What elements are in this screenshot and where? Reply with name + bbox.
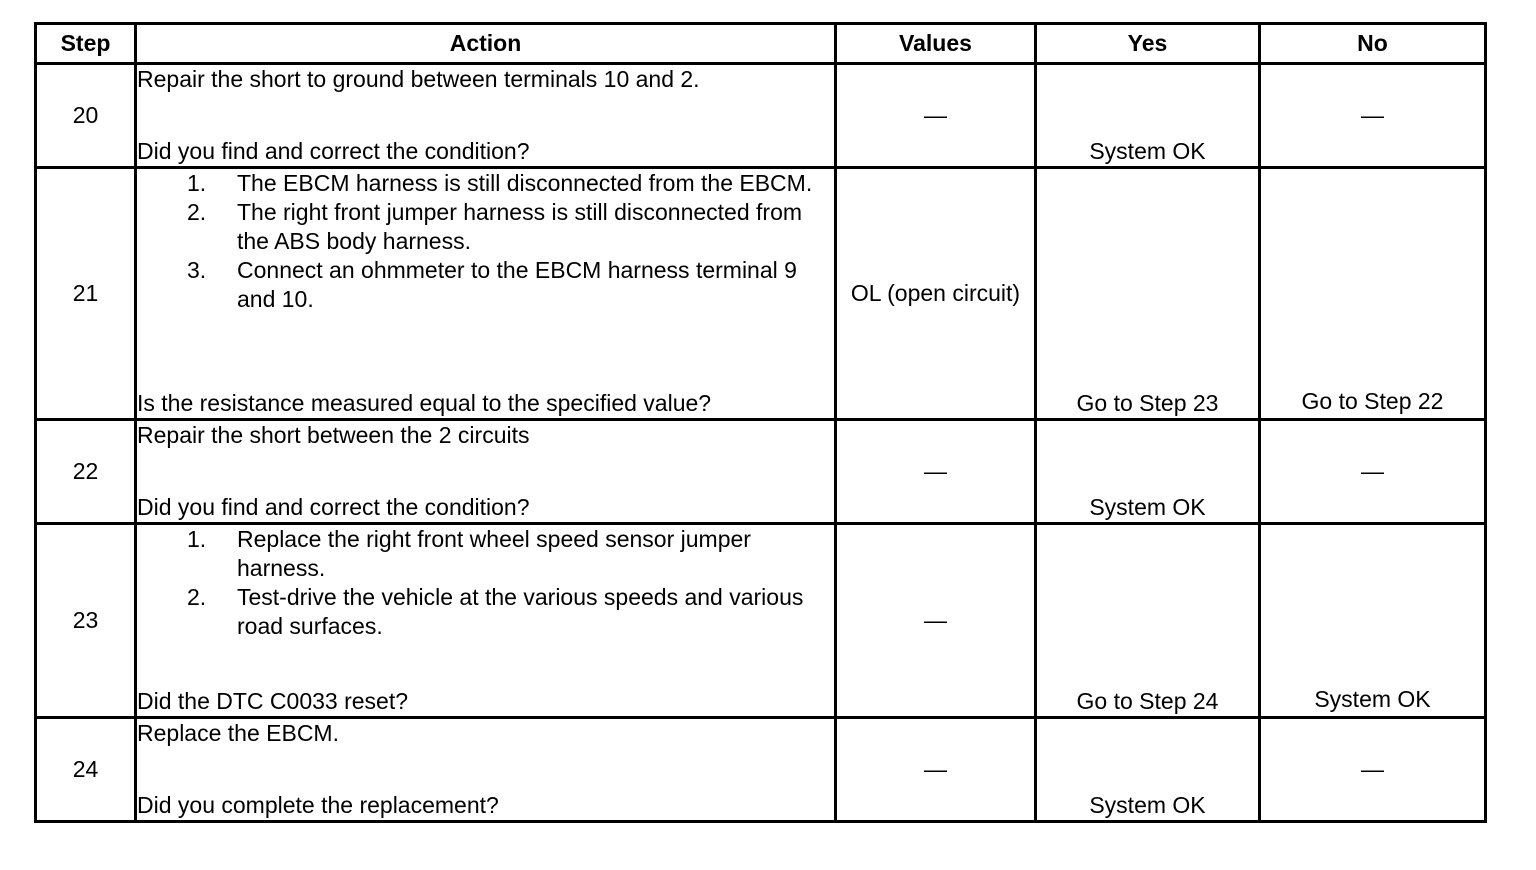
list-item-text: The EBCM harness is still disconnected from the EBCM.	[237, 170, 813, 196]
header-step: Step	[36, 24, 136, 64]
table-row	[36, 420, 1486, 524]
action-question: Did you complete the replacement?	[137, 792, 499, 818]
list-item-text: The right front jumper harness is still disconnected from the ABS body harness.	[237, 199, 803, 254]
action-cell	[136, 718, 836, 822]
action-question: Did the DTC C0033 reset?	[137, 688, 409, 714]
list-item-number: 1.	[187, 526, 207, 552]
list-item-number: 2.	[187, 584, 207, 610]
list-item	[137, 583, 834, 641]
action-cell	[136, 420, 836, 524]
no-cell: —	[1260, 64, 1486, 168]
header-row	[36, 24, 1486, 64]
action-cell	[136, 64, 836, 168]
list-item	[137, 525, 834, 583]
list-item-number: 2.	[187, 199, 207, 225]
header-action: Action	[136, 24, 836, 64]
table-row	[36, 64, 1486, 168]
table-row	[36, 168, 1486, 420]
no-cell: Go to Step 22	[1260, 168, 1486, 420]
action-question: Did you find and correct the condition?	[137, 494, 530, 520]
header-yes: Yes	[1036, 24, 1260, 64]
action-question: Did you find and correct the condition?	[137, 138, 530, 164]
yes-cell: System OK	[1036, 420, 1260, 524]
header-no: No	[1260, 24, 1486, 64]
no-cell: System OK	[1260, 524, 1486, 718]
action-instruction: Repair the short to ground between terminals 10 and 2.	[137, 66, 700, 92]
value-cell: —	[836, 524, 1036, 718]
yes-cell: System OK	[1036, 718, 1260, 822]
table-row	[36, 524, 1486, 718]
list-item	[137, 169, 834, 198]
step-number: 24	[36, 718, 136, 822]
list-item	[137, 256, 834, 314]
list-item-text: Test-drive the vehicle at the various speeds and various road surfaces.	[237, 584, 804, 639]
value-cell: —	[836, 64, 1036, 168]
action-cell	[136, 168, 836, 420]
step-number: 22	[36, 420, 136, 524]
action-steps-list	[137, 169, 834, 314]
list-item	[137, 198, 834, 256]
list-item-text: Replace the right front wheel speed sensor jumper harness.	[237, 526, 751, 581]
yes-cell: System OK	[1036, 64, 1260, 168]
header-values: Values	[836, 24, 1036, 64]
step-number: 21	[36, 168, 136, 420]
list-item-number: 1.	[187, 170, 207, 196]
action-instruction: Repair the short between the 2 circuits	[137, 422, 530, 448]
action-instruction: Replace the EBCM.	[137, 720, 339, 746]
diagnostic-table	[34, 22, 1487, 823]
list-item-text: Connect an ohmmeter to the EBCM harness terminal 9 and 10.	[237, 257, 797, 312]
action-cell	[136, 524, 836, 718]
value-cell: —	[836, 718, 1036, 822]
action-steps-list	[137, 525, 834, 641]
yes-cell: Go to Step 24	[1036, 524, 1260, 718]
value-cell: OL (open circuit)	[836, 168, 1036, 420]
no-cell: —	[1260, 420, 1486, 524]
no-cell: —	[1260, 718, 1486, 822]
value-cell: —	[836, 420, 1036, 524]
step-number: 20	[36, 64, 136, 168]
table-row	[36, 718, 1486, 822]
step-number: 23	[36, 524, 136, 718]
list-item-number: 3.	[187, 257, 207, 283]
yes-cell: Go to Step 23	[1036, 168, 1260, 420]
action-question: Is the resistance measured equal to the specified value?	[137, 390, 712, 416]
